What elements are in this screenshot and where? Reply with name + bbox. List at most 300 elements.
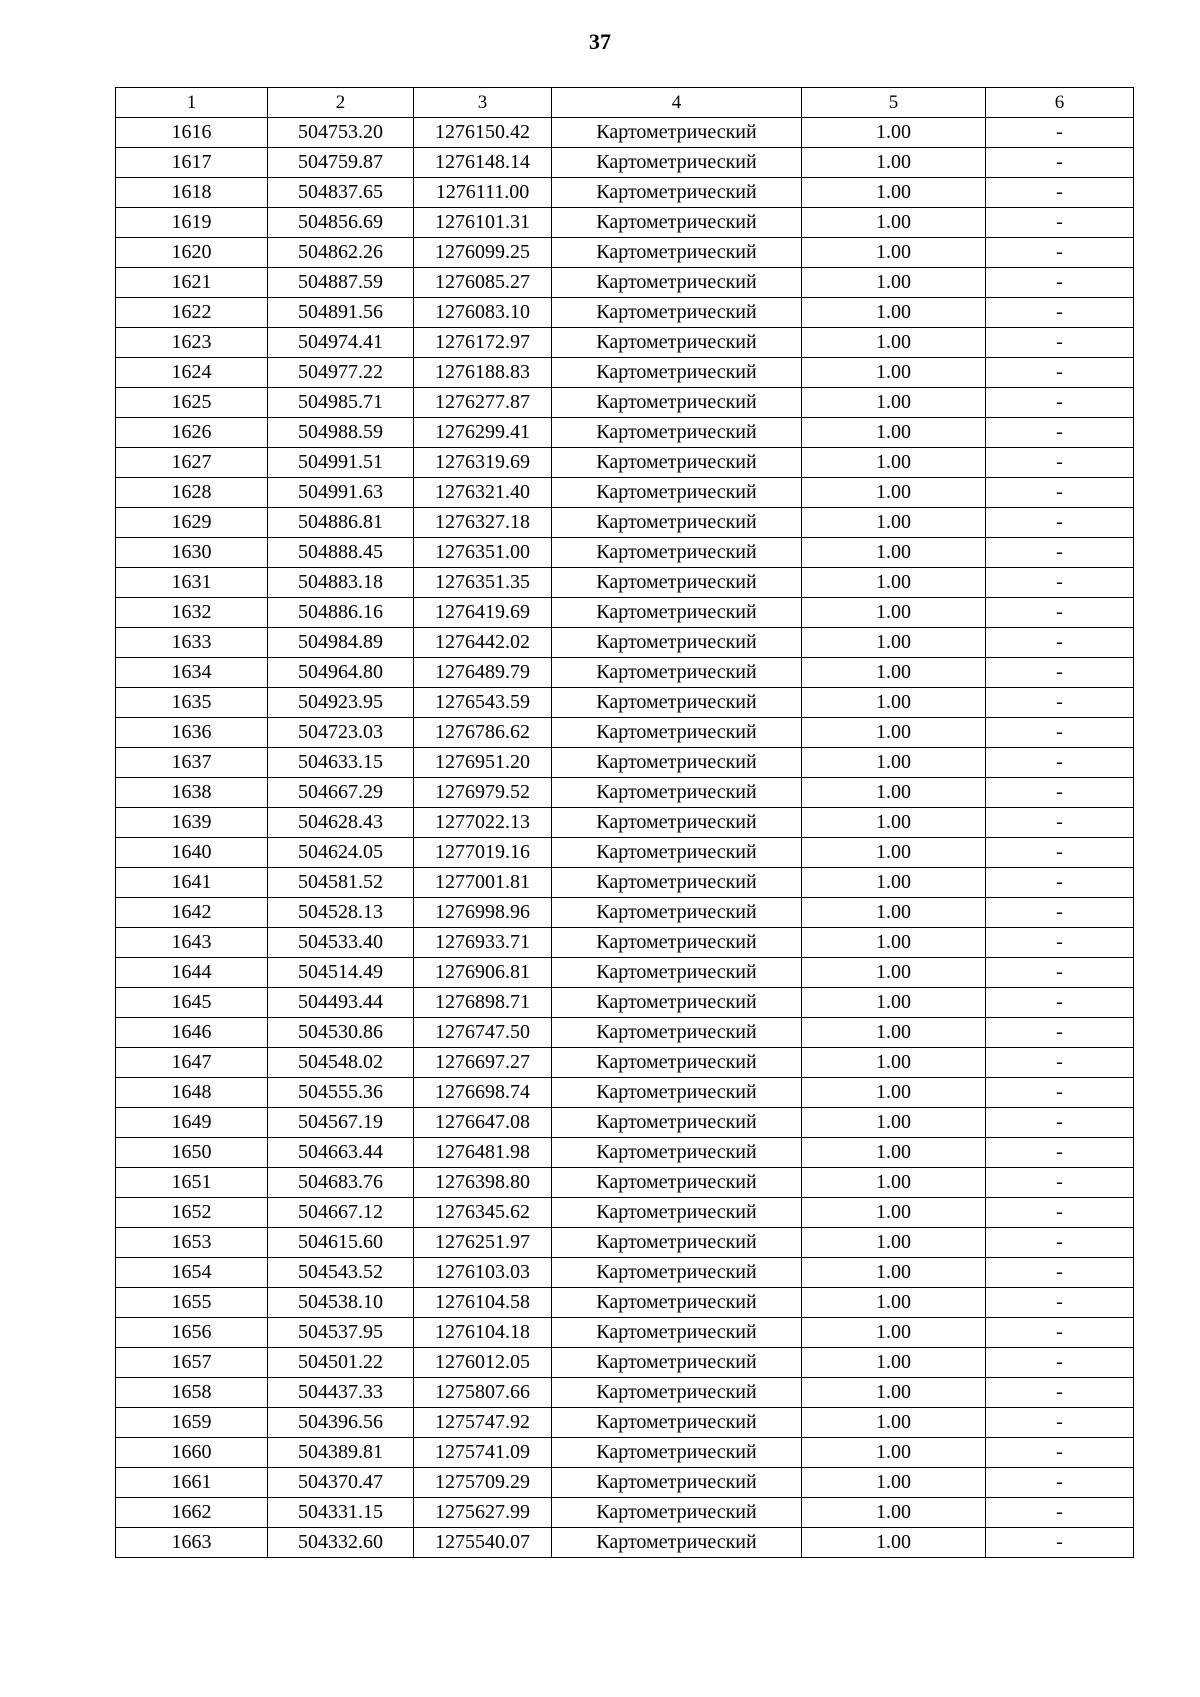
- precision-cell: 1.00: [802, 778, 986, 808]
- point-number-cell: 1648: [116, 1078, 268, 1108]
- method-cell: Картометрический: [552, 868, 802, 898]
- table-row: [116, 1528, 1134, 1558]
- coordinate-x-cell: 504891.56: [268, 298, 414, 328]
- coordinate-y-cell: 1276786.62: [414, 718, 552, 748]
- method-cell: Картометрический: [552, 1408, 802, 1438]
- note-cell: -: [986, 1048, 1134, 1078]
- note-cell: -: [986, 1108, 1134, 1138]
- note-cell: -: [986, 1228, 1134, 1258]
- point-number-cell: 1642: [116, 898, 268, 928]
- table-row: [116, 1138, 1134, 1168]
- table-row: [116, 328, 1134, 358]
- coordinate-x-cell: 504683.76: [268, 1168, 414, 1198]
- point-number-cell: 1624: [116, 358, 268, 388]
- column-header-2: 2: [268, 88, 414, 118]
- table-row: [116, 928, 1134, 958]
- note-cell: -: [986, 628, 1134, 658]
- coordinate-y-cell: 1276933.71: [414, 928, 552, 958]
- table-row: [116, 1348, 1134, 1378]
- point-number-cell: 1656: [116, 1318, 268, 1348]
- coordinate-x-cell: 504991.63: [268, 478, 414, 508]
- method-cell: Картометрический: [552, 328, 802, 358]
- table-row: [116, 868, 1134, 898]
- coordinate-x-cell: 504514.49: [268, 958, 414, 988]
- method-cell: Картометрический: [552, 718, 802, 748]
- precision-cell: 1.00: [802, 628, 986, 658]
- coordinate-y-cell: 1275747.92: [414, 1408, 552, 1438]
- coordinate-x-cell: 504501.22: [268, 1348, 414, 1378]
- coordinate-y-cell: 1276698.74: [414, 1078, 552, 1108]
- note-cell: -: [986, 118, 1134, 148]
- method-cell: Картометрический: [552, 298, 802, 328]
- precision-cell: 1.00: [802, 388, 986, 418]
- coordinate-y-cell: 1276321.40: [414, 478, 552, 508]
- precision-cell: 1.00: [802, 1528, 986, 1558]
- table-row: [116, 808, 1134, 838]
- precision-cell: 1.00: [802, 1078, 986, 1108]
- precision-cell: 1.00: [802, 118, 986, 148]
- method-cell: Картометрический: [552, 1228, 802, 1258]
- point-number-cell: 1651: [116, 1168, 268, 1198]
- method-cell: Картометрический: [552, 628, 802, 658]
- method-cell: Картометрический: [552, 148, 802, 178]
- coordinate-x-cell: 504543.52: [268, 1258, 414, 1288]
- point-number-cell: 1644: [116, 958, 268, 988]
- table-row: [116, 1168, 1134, 1198]
- precision-cell: 1.00: [802, 1228, 986, 1258]
- coordinate-x-cell: 504964.80: [268, 658, 414, 688]
- method-cell: Картометрический: [552, 1078, 802, 1108]
- point-number-cell: 1620: [116, 238, 268, 268]
- note-cell: -: [986, 538, 1134, 568]
- note-cell: -: [986, 268, 1134, 298]
- method-cell: Картометрический: [552, 1378, 802, 1408]
- page-number: 37: [589, 29, 611, 54]
- coordinate-y-cell: 1275741.09: [414, 1438, 552, 1468]
- coordinate-y-cell: 1277001.81: [414, 868, 552, 898]
- note-cell: -: [986, 898, 1134, 928]
- method-cell: Картометрический: [552, 988, 802, 1018]
- coordinate-x-cell: 504856.69: [268, 208, 414, 238]
- note-cell: -: [986, 1198, 1134, 1228]
- coordinate-x-cell: 504923.95: [268, 688, 414, 718]
- coordinate-y-cell: 1275709.29: [414, 1468, 552, 1498]
- table-row: [116, 1108, 1134, 1138]
- coordinate-y-cell: 1275627.99: [414, 1498, 552, 1528]
- method-cell: Картометрический: [552, 358, 802, 388]
- method-cell: Картометрический: [552, 1048, 802, 1078]
- method-cell: Картометрический: [552, 658, 802, 688]
- coordinate-x-cell: 504555.36: [268, 1078, 414, 1108]
- point-number-cell: 1652: [116, 1198, 268, 1228]
- precision-cell: 1.00: [802, 148, 986, 178]
- point-number-cell: 1660: [116, 1438, 268, 1468]
- table-row: [116, 148, 1134, 178]
- table-row: [116, 688, 1134, 718]
- point-number-cell: 1654: [116, 1258, 268, 1288]
- table-row: [116, 298, 1134, 328]
- note-cell: -: [986, 388, 1134, 418]
- note-cell: -: [986, 568, 1134, 598]
- method-cell: Картометрический: [552, 118, 802, 148]
- precision-cell: 1.00: [802, 688, 986, 718]
- table-row: [116, 658, 1134, 688]
- point-number-cell: 1635: [116, 688, 268, 718]
- coordinate-y-cell: 1276979.52: [414, 778, 552, 808]
- point-number-cell: 1640: [116, 838, 268, 868]
- coordinate-y-cell: 1276251.97: [414, 1228, 552, 1258]
- coordinate-y-cell: 1276442.02: [414, 628, 552, 658]
- coordinate-y-cell: 1276172.97: [414, 328, 552, 358]
- table-row: [116, 718, 1134, 748]
- precision-cell: 1.00: [802, 478, 986, 508]
- precision-cell: 1.00: [802, 1438, 986, 1468]
- coordinate-y-cell: 1276398.80: [414, 1168, 552, 1198]
- coordinate-x-cell: 504437.33: [268, 1378, 414, 1408]
- table-row: [116, 958, 1134, 988]
- table-row: [116, 178, 1134, 208]
- table-row: [116, 1498, 1134, 1528]
- table-row: [116, 1438, 1134, 1468]
- table-row: [116, 508, 1134, 538]
- coordinate-x-cell: 504667.29: [268, 778, 414, 808]
- table-row: [116, 1408, 1134, 1438]
- note-cell: -: [986, 1168, 1134, 1198]
- point-number-cell: 1625: [116, 388, 268, 418]
- note-cell: -: [986, 958, 1134, 988]
- point-number-cell: 1657: [116, 1348, 268, 1378]
- note-cell: -: [986, 298, 1134, 328]
- precision-cell: 1.00: [802, 658, 986, 688]
- table-row: [116, 118, 1134, 148]
- note-cell: -: [986, 1018, 1134, 1048]
- precision-cell: 1.00: [802, 1018, 986, 1048]
- precision-cell: 1.00: [802, 448, 986, 478]
- coordinate-x-cell: 504985.71: [268, 388, 414, 418]
- coordinate-x-cell: 504753.20: [268, 118, 414, 148]
- coordinate-y-cell: 1276299.41: [414, 418, 552, 448]
- coordinate-x-cell: 504615.60: [268, 1228, 414, 1258]
- coordinate-x-cell: 504332.60: [268, 1528, 414, 1558]
- precision-cell: 1.00: [802, 748, 986, 778]
- method-cell: Картометрический: [552, 1468, 802, 1498]
- method-cell: Картометрический: [552, 238, 802, 268]
- precision-cell: 1.00: [802, 568, 986, 598]
- table-row: [116, 418, 1134, 448]
- method-cell: Картометрический: [552, 778, 802, 808]
- table-row: [116, 538, 1134, 568]
- coordinate-y-cell: 1276951.20: [414, 748, 552, 778]
- note-cell: -: [986, 1078, 1134, 1108]
- coordinate-y-cell: 1276697.27: [414, 1048, 552, 1078]
- table-header: [116, 88, 1134, 118]
- note-cell: -: [986, 1348, 1134, 1378]
- method-cell: Картометрический: [552, 568, 802, 598]
- coordinate-y-cell: 1276489.79: [414, 658, 552, 688]
- note-cell: -: [986, 208, 1134, 238]
- precision-cell: 1.00: [802, 178, 986, 208]
- note-cell: -: [986, 1438, 1134, 1468]
- point-number-cell: 1630: [116, 538, 268, 568]
- coordinate-x-cell: 504389.81: [268, 1438, 414, 1468]
- coordinate-y-cell: 1277022.13: [414, 808, 552, 838]
- column-header-4: 4: [552, 88, 802, 118]
- coordinate-x-cell: 504837.65: [268, 178, 414, 208]
- note-cell: -: [986, 1498, 1134, 1528]
- coordinate-x-cell: 504628.43: [268, 808, 414, 838]
- note-cell: -: [986, 718, 1134, 748]
- table-row: [116, 238, 1134, 268]
- column-header-5: 5: [802, 88, 986, 118]
- method-cell: Картометрический: [552, 1018, 802, 1048]
- point-number-cell: 1628: [116, 478, 268, 508]
- coordinate-x-cell: 504974.41: [268, 328, 414, 358]
- note-cell: -: [986, 508, 1134, 538]
- method-cell: Картометрический: [552, 808, 802, 838]
- note-cell: -: [986, 1288, 1134, 1318]
- coordinate-x-cell: 504667.12: [268, 1198, 414, 1228]
- precision-cell: 1.00: [802, 898, 986, 928]
- precision-cell: 1.00: [802, 928, 986, 958]
- note-cell: -: [986, 598, 1134, 628]
- header-row: [116, 88, 1134, 118]
- coordinate-x-cell: 504624.05: [268, 838, 414, 868]
- method-cell: Картометрический: [552, 1138, 802, 1168]
- table-row: [116, 1078, 1134, 1108]
- table-row: [116, 1228, 1134, 1258]
- method-cell: Картометрический: [552, 1498, 802, 1528]
- coordinate-y-cell: 1276481.98: [414, 1138, 552, 1168]
- note-cell: -: [986, 148, 1134, 178]
- coordinate-x-cell: 504493.44: [268, 988, 414, 1018]
- precision-cell: 1.00: [802, 718, 986, 748]
- method-cell: Картометрический: [552, 1168, 802, 1198]
- coordinate-y-cell: 1276906.81: [414, 958, 552, 988]
- coordinate-y-cell: 1276351.00: [414, 538, 552, 568]
- method-cell: Картометрический: [552, 388, 802, 418]
- coordinate-x-cell: 504331.15: [268, 1498, 414, 1528]
- precision-cell: 1.00: [802, 1318, 986, 1348]
- method-cell: Картометрический: [552, 898, 802, 928]
- precision-cell: 1.00: [802, 988, 986, 1018]
- point-number-cell: 1645: [116, 988, 268, 1018]
- coordinate-x-cell: 504883.18: [268, 568, 414, 598]
- coordinate-y-cell: 1276998.96: [414, 898, 552, 928]
- method-cell: Картометрический: [552, 1528, 802, 1558]
- column-header-3: 3: [414, 88, 552, 118]
- method-cell: Картометрический: [552, 508, 802, 538]
- coordinate-y-cell: 1276277.87: [414, 388, 552, 418]
- coordinate-y-cell: 1276419.69: [414, 598, 552, 628]
- coordinate-x-cell: 504567.19: [268, 1108, 414, 1138]
- method-cell: Картометрический: [552, 208, 802, 238]
- coordinate-y-cell: 1276543.59: [414, 688, 552, 718]
- coordinate-y-cell: 1276012.05: [414, 1348, 552, 1378]
- coordinate-x-cell: 504530.86: [268, 1018, 414, 1048]
- point-number-cell: 1631: [116, 568, 268, 598]
- table-row: [116, 1378, 1134, 1408]
- table-row: [116, 358, 1134, 388]
- precision-cell: 1.00: [802, 598, 986, 628]
- method-cell: Картометрический: [552, 268, 802, 298]
- note-cell: -: [986, 988, 1134, 1018]
- precision-cell: 1.00: [802, 298, 986, 328]
- method-cell: Картометрический: [552, 538, 802, 568]
- precision-cell: 1.00: [802, 1048, 986, 1078]
- precision-cell: 1.00: [802, 1378, 986, 1408]
- table-row: [116, 748, 1134, 778]
- coordinate-y-cell: 1276111.00: [414, 178, 552, 208]
- coordinate-y-cell: 1276647.08: [414, 1108, 552, 1138]
- note-cell: -: [986, 1378, 1134, 1408]
- coordinate-x-cell: 504991.51: [268, 448, 414, 478]
- table-row: [116, 628, 1134, 658]
- precision-cell: 1.00: [802, 1408, 986, 1438]
- coordinate-x-cell: 504370.47: [268, 1468, 414, 1498]
- point-number-cell: 1650: [116, 1138, 268, 1168]
- point-number-cell: 1633: [116, 628, 268, 658]
- coordinate-x-cell: 504862.26: [268, 238, 414, 268]
- note-cell: -: [986, 658, 1134, 688]
- table-row: [116, 1048, 1134, 1078]
- method-cell: Картометрический: [552, 958, 802, 988]
- note-cell: -: [986, 1138, 1134, 1168]
- table-row: [116, 778, 1134, 808]
- point-number-cell: 1646: [116, 1018, 268, 1048]
- point-number-cell: 1658: [116, 1378, 268, 1408]
- table-row: [116, 448, 1134, 478]
- point-number-cell: 1663: [116, 1528, 268, 1558]
- precision-cell: 1.00: [802, 868, 986, 898]
- coordinate-y-cell: 1276104.58: [414, 1288, 552, 1318]
- method-cell: Картометрический: [552, 478, 802, 508]
- note-cell: -: [986, 178, 1134, 208]
- method-cell: Картометрический: [552, 178, 802, 208]
- coordinate-y-cell: 1276747.50: [414, 1018, 552, 1048]
- method-cell: Картометрический: [552, 1198, 802, 1228]
- table-row: [116, 1468, 1134, 1498]
- precision-cell: 1.00: [802, 1498, 986, 1528]
- coordinate-x-cell: 504581.52: [268, 868, 414, 898]
- coordinate-y-cell: 1276104.18: [414, 1318, 552, 1348]
- table-row: [116, 838, 1134, 868]
- point-number-cell: 1632: [116, 598, 268, 628]
- point-number-cell: 1653: [116, 1228, 268, 1258]
- table-row: [116, 598, 1134, 628]
- note-cell: -: [986, 448, 1134, 478]
- coordinate-y-cell: 1276150.42: [414, 118, 552, 148]
- point-number-cell: 1626: [116, 418, 268, 448]
- precision-cell: 1.00: [802, 328, 986, 358]
- point-number-cell: 1636: [116, 718, 268, 748]
- method-cell: Картометрический: [552, 448, 802, 478]
- note-cell: -: [986, 478, 1134, 508]
- coordinate-y-cell: 1276351.35: [414, 568, 552, 598]
- coordinate-y-cell: 1276345.62: [414, 1198, 552, 1228]
- precision-cell: 1.00: [802, 808, 986, 838]
- note-cell: -: [986, 868, 1134, 898]
- point-number-cell: 1641: [116, 868, 268, 898]
- coordinate-x-cell: 504538.10: [268, 1288, 414, 1318]
- point-number-cell: 1637: [116, 748, 268, 778]
- method-cell: Картометрический: [552, 1438, 802, 1468]
- coordinate-x-cell: 504396.56: [268, 1408, 414, 1438]
- point-number-cell: 1622: [116, 298, 268, 328]
- precision-cell: 1.00: [802, 1108, 986, 1138]
- coordinate-x-cell: 504887.59: [268, 268, 414, 298]
- column-header-1: 1: [116, 88, 268, 118]
- note-cell: -: [986, 928, 1134, 958]
- coordinate-y-cell: 1276327.18: [414, 508, 552, 538]
- point-number-cell: 1661: [116, 1468, 268, 1498]
- precision-cell: 1.00: [802, 418, 986, 448]
- point-number-cell: 1634: [116, 658, 268, 688]
- table-row: [116, 568, 1134, 598]
- table-row: [116, 988, 1134, 1018]
- coordinate-y-cell: 1276103.03: [414, 1258, 552, 1288]
- precision-cell: 1.00: [802, 1348, 986, 1378]
- table-body: [116, 118, 1134, 1558]
- note-cell: -: [986, 838, 1134, 868]
- coordinate-x-cell: 504663.44: [268, 1138, 414, 1168]
- note-cell: -: [986, 238, 1134, 268]
- method-cell: Картометрический: [552, 838, 802, 868]
- coordinate-x-cell: 504886.81: [268, 508, 414, 538]
- method-cell: Картометрический: [552, 688, 802, 718]
- precision-cell: 1.00: [802, 1468, 986, 1498]
- method-cell: Картометрический: [552, 928, 802, 958]
- column-header-6: 6: [986, 88, 1134, 118]
- coordinate-y-cell: 1275807.66: [414, 1378, 552, 1408]
- precision-cell: 1.00: [802, 538, 986, 568]
- precision-cell: 1.00: [802, 838, 986, 868]
- note-cell: -: [986, 1318, 1134, 1348]
- table-row: [116, 388, 1134, 418]
- table-row: [116, 1318, 1134, 1348]
- coordinate-x-cell: 504886.16: [268, 598, 414, 628]
- precision-cell: 1.00: [802, 1198, 986, 1228]
- coordinate-x-cell: 504988.59: [268, 418, 414, 448]
- method-cell: Картометрический: [552, 1318, 802, 1348]
- coordinate-x-cell: 504984.89: [268, 628, 414, 658]
- coordinate-x-cell: 504723.03: [268, 718, 414, 748]
- note-cell: -: [986, 1528, 1134, 1558]
- precision-cell: 1.00: [802, 958, 986, 988]
- precision-cell: 1.00: [802, 238, 986, 268]
- point-number-cell: 1638: [116, 778, 268, 808]
- note-cell: -: [986, 778, 1134, 808]
- table-row: [116, 1258, 1134, 1288]
- note-cell: -: [986, 688, 1134, 718]
- table-row: [116, 898, 1134, 928]
- point-number-cell: 1619: [116, 208, 268, 238]
- point-number-cell: 1649: [116, 1108, 268, 1138]
- point-number-cell: 1647: [116, 1048, 268, 1078]
- method-cell: Картометрический: [552, 598, 802, 628]
- point-number-cell: 1621: [116, 268, 268, 298]
- note-cell: -: [986, 1258, 1134, 1288]
- note-cell: -: [986, 418, 1134, 448]
- coordinate-x-cell: 504759.87: [268, 148, 414, 178]
- precision-cell: 1.00: [802, 1258, 986, 1288]
- note-cell: -: [986, 808, 1134, 838]
- precision-cell: 1.00: [802, 1138, 986, 1168]
- coordinate-y-cell: 1275540.07: [414, 1528, 552, 1558]
- coordinate-x-cell: 504888.45: [268, 538, 414, 568]
- method-cell: Картометрический: [552, 1348, 802, 1378]
- point-number-cell: 1627: [116, 448, 268, 478]
- note-cell: -: [986, 1468, 1134, 1498]
